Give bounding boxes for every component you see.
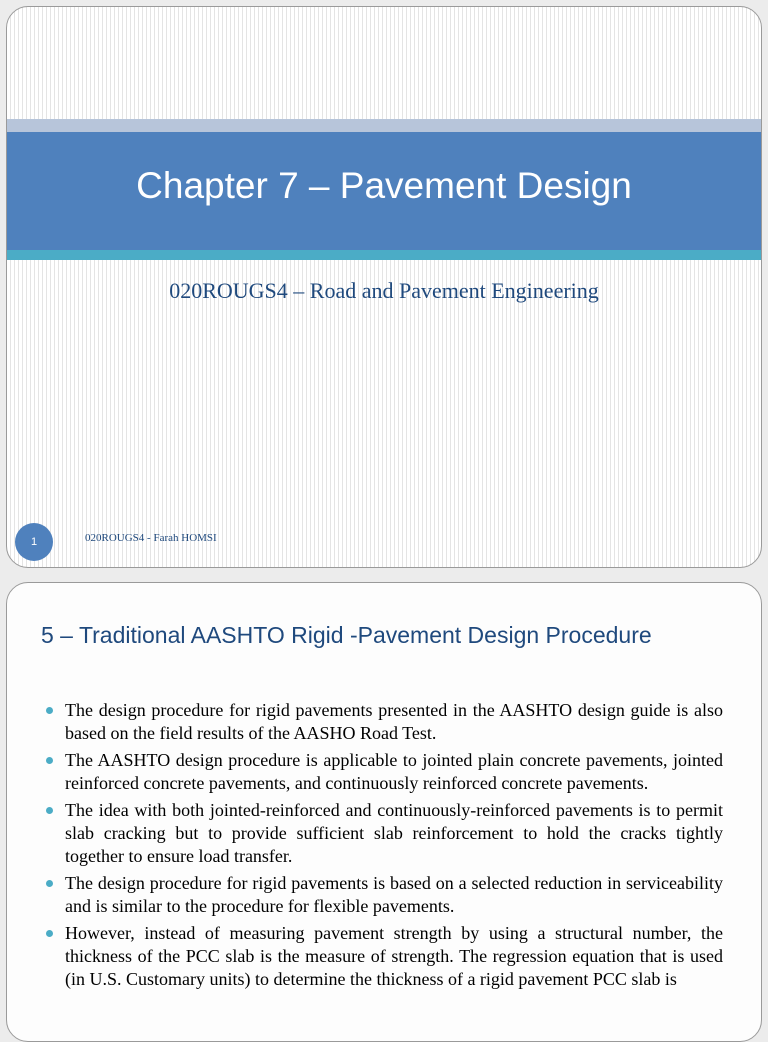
title-slide [6,6,762,568]
list-item [43,699,723,745]
list-item [43,799,723,868]
bullet-text: The AASHTO design procedure is applicable to jointed plain concrete pavements, jointed reinforced concrete pavements, and continuously reinforced concrete pavements. [65,750,723,793]
bullet-text: However, instead of measuring pavement strength by using a structural number, the thickness of the PCC slab is the measure of strength. The regression equation that is used (in U.S. Customary units) to determine the thickness of a rigid pavement PCC slab is [65,923,723,989]
slide-subtitle: 020ROUGS4 – Road and Pavement Engineering [169,278,599,303]
slide-footer: 020ROUGS4 - Farah HOMSI [85,532,217,544]
bullet-dot-icon [46,880,53,887]
list-item [43,922,723,991]
bullet-text: The design procedure for rigid pavements presented in the AASHTO design guide is also based on the field results of the AASHO Road Test. [65,700,723,743]
slide-number-badge: 1 [15,523,53,561]
list-item [43,749,723,795]
bullet-text: The idea with both jointed-reinforced and continuously-reinforced pavements is to permit slab cracking but to provide sufficient slab reinforcement to hold the cracks tightly together to ensure load transfer. [65,800,723,866]
bullet-dot-icon [46,930,53,937]
content-slide-title: 5 – Traditional AASHTO Rigid -Pavement Design Procedure [41,622,652,648]
list-item [43,872,723,918]
content-slide [6,582,762,1042]
bullet-dot-icon [46,807,53,814]
bullet-dot-icon [46,707,53,714]
title-band-top-stripe [7,119,761,132]
bullet-text: The design procedure for rigid pavements is based on a selected reduction in serviceability and is similar to the procedure for flexible pavements. [65,873,723,916]
bullet-dot-icon [46,757,53,764]
slide-title: Chapter 7 – Pavement Design [136,165,632,206]
title-band-bottom-stripe [7,250,761,260]
bullet-list [43,699,723,995]
